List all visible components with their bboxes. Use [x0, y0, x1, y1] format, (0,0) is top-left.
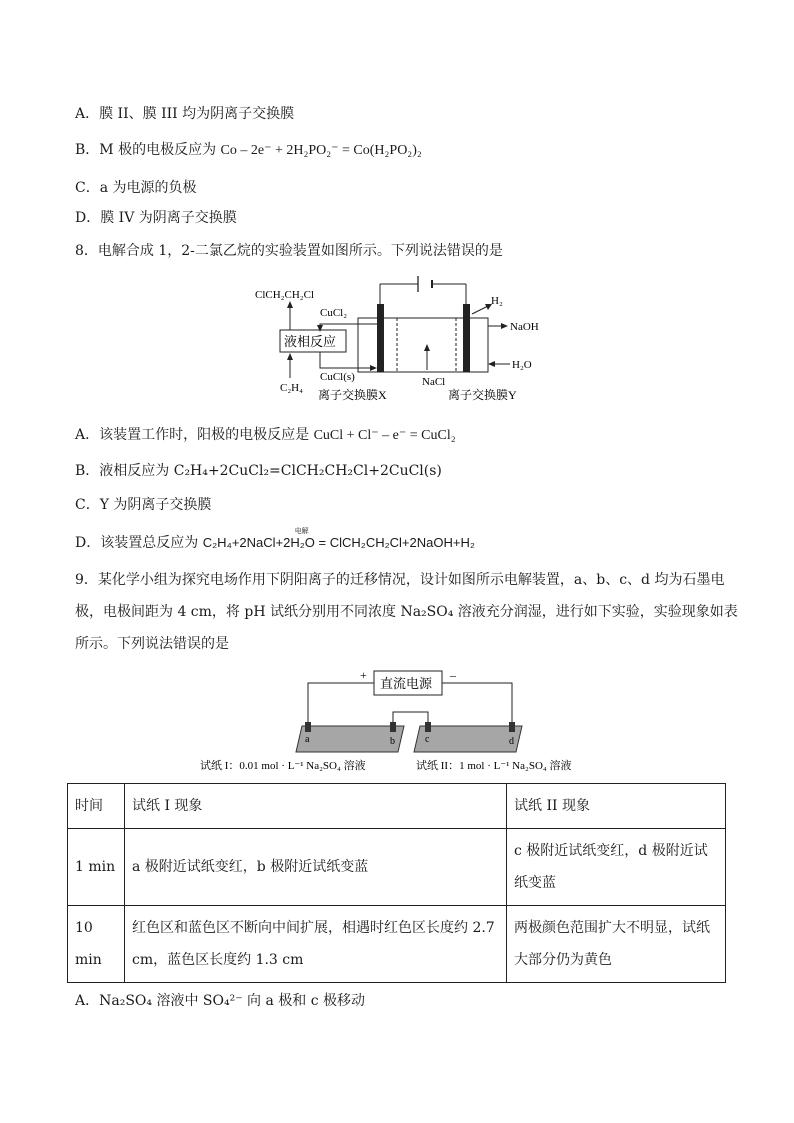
- q7-option-b: [75, 139, 422, 159]
- q9-option-a: A．Na₂SO₄ 溶液中 SO₄²⁻ 向 a 极和 c 极移动: [75, 993, 366, 1009]
- row-1-time: 1 min: [68, 829, 125, 906]
- cathode-electrode: [463, 304, 470, 372]
- observation-table: [67, 783, 726, 983]
- plus-sign: +: [360, 668, 367, 682]
- cucl2-label: CuCl₂: [320, 307, 348, 319]
- q8-option-a: [75, 424, 456, 444]
- q8-option-d-condition: 电解: [294, 527, 309, 535]
- table-row: [68, 906, 726, 983]
- membrane-x-label: 离子交换膜X: [318, 388, 387, 402]
- table-row: [68, 829, 726, 906]
- q8-option-d-equation: C₂H₄+2NaCl+2H₂O = ClCH₂CH₂Cl+2NaOH+H₂: [202, 535, 475, 550]
- electrode-d: [509, 722, 515, 732]
- label-b: b: [390, 736, 395, 747]
- q7-option-b-prefix: B．M 极的电极反应为: [75, 142, 217, 158]
- c2h4-label: C₂H₄: [280, 382, 303, 394]
- q7-option-b-equation: Co – 2e⁻ + 2H₂PO₂⁻ = Co(H₂PO₂)₂: [220, 143, 422, 158]
- row-2-paper-1: 红色区和蓝色区不断向中间扩展，相遇时红色区长度约 2.7 cm，蓝色区长度约 1.3 cm: [125, 906, 507, 983]
- nacl-label: NaCl: [422, 376, 446, 388]
- paper-2-caption: 试纸 II：1 mol · L⁻¹ Na₂SO₄ 溶液: [416, 760, 572, 772]
- q7-option-d: D．膜 IV 为阴离子交换膜: [75, 210, 237, 226]
- cucl-s-label: CuCl(s): [320, 371, 355, 383]
- row-1-paper-1: a 极附近试纸变红，b 极附近试纸变蓝: [125, 829, 507, 906]
- q9-stem-line-3: 所示。下列说法错误的是: [75, 636, 229, 652]
- label-c: c: [425, 734, 430, 745]
- q7-option-a: A．膜 II、膜 III 均为阴离子交换膜: [75, 106, 295, 122]
- q8-electrolysis-diagram: [250, 268, 550, 410]
- header-paper-1: 试纸 I 现象: [125, 784, 507, 829]
- q8-option-b: B．液相反应为 C₂H₄+2CuCl₂=ClCH₂CH₂Cl+2CuCl(s): [75, 463, 442, 479]
- electrode-c: [425, 722, 431, 732]
- row-1-paper-2: c 极附近试纸变红，d 极附近试纸变蓝: [507, 829, 726, 906]
- q7-option-c: C．a 为电源的负极: [75, 180, 197, 196]
- electrode-b: [390, 722, 396, 732]
- q8-option-d: [75, 527, 475, 552]
- q9-stem-line-2: 极，电极间距为 4 cm，将 pH 试纸分别用不同浓度 Na₂SO₄ 溶液充分润湿，进行如下实验，实验现象如表: [75, 604, 738, 620]
- row-2-time: 10 min: [68, 906, 125, 983]
- q8-option-a-equation: CuCl + Cl⁻ – e⁻ = CuCl₂: [313, 428, 456, 443]
- row-2-paper-2: 两极颜色范围扩大不明显，试纸大部分仍为黄色: [507, 906, 726, 983]
- q8-stem: 8．电解合成 1，2-二氯乙烷的实验装置如图所示。下列说法错误的是: [75, 243, 503, 259]
- anode-electrode: [377, 304, 384, 372]
- reactor-label: 液相反应: [284, 334, 337, 349]
- test-paper-1: [296, 726, 404, 752]
- q8-option-c: C．Y 为阴离子交换膜: [75, 497, 212, 513]
- power-label: 直流电源: [380, 676, 433, 691]
- electrode-a: [305, 722, 311, 732]
- h2o-label: H₂O: [512, 359, 532, 371]
- product-label: ClCH₂CH₂Cl: [255, 289, 315, 301]
- label-d: d: [509, 736, 514, 747]
- h2-label: H₂: [491, 295, 503, 307]
- table-header-row: [68, 784, 726, 829]
- q8-option-d-prefix: D．该装置总反应为: [75, 535, 199, 551]
- q8-option-a-prefix: A．该装置工作时，阳极的电极反应是: [75, 427, 310, 443]
- label-a: a: [305, 734, 310, 745]
- paper-1-caption: 试纸 I：0.01 mol · L⁻¹ Na₂SO₄ 溶液: [200, 760, 366, 772]
- q9-electrolysis-diagram: [200, 664, 610, 778]
- header-paper-2: 试纸 II 现象: [507, 784, 726, 829]
- q9-stem-line-1: 9．某化学小组为探究电场作用下阴阳离子的迁移情况，设计如图所示电解装置，a、b、c、d 均为石墨电: [75, 572, 725, 588]
- membrane-y-label: 离子交换膜Y: [448, 388, 517, 402]
- minus-sign: –: [450, 668, 456, 682]
- header-time: 时间: [68, 784, 125, 829]
- naoh-label: NaOH: [510, 321, 539, 333]
